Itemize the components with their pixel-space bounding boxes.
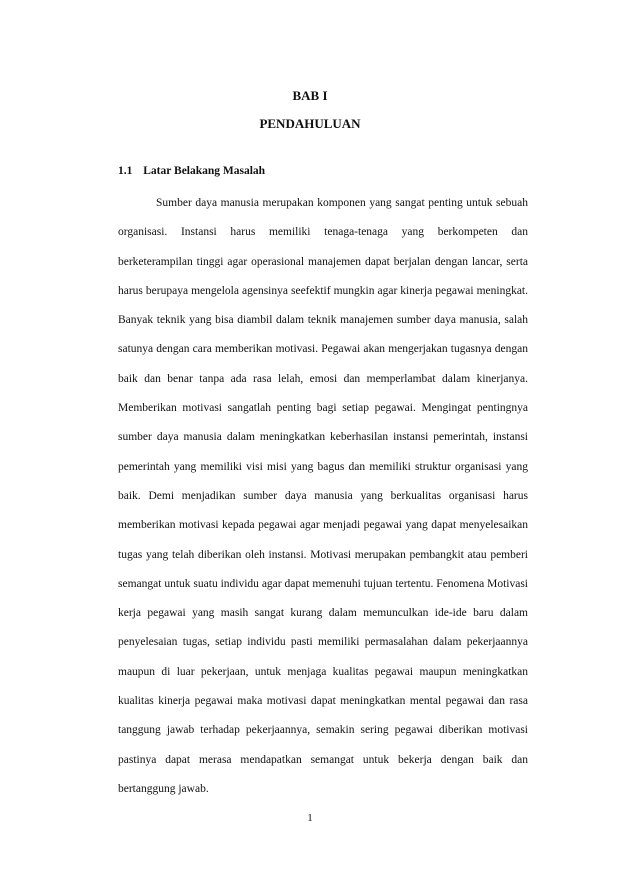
chapter-heading: BAB I — [292, 88, 328, 103]
section-number: 1.1 — [118, 165, 133, 177]
body-paragraph: Sumber daya manusia merupakan komponen yang sangat penting untuk sebuah organisasi. Instansi harus memiliki tenaga-tenaga yang berkompeten dan berketerampilan tinggi agar operasional manajemen dapat berjalan dengan lancar, serta harus berupaya mengelola agensinya seefektif mungkin agar kinerja pegawai meningkat. Banyak teknik yang bisa diambil dalam teknik manajemen sumber daya manusia, salah satunya dengan cara memberikan motivasi. Pegawai akan mengerjakan tugasnya dengan baik dan benar tanpa ada rasa lelah, emosi dan memperlambat dalam kinerjanya. Memberikan motivasi sangatlah penting bagi setiap pegawai. Mengingat pentingnya sumber daya manusia dalam meningkatkan keberhasilan instansi pemerintah, instansi pemerintah yang memiliki visi misi yang bagus dan memiliki struktur organisasi yang baik. Demi menjadikan sumber daya manusia yang berkualitas organisasi harus memberikan motivasi kepada pegawai agar menjadi pegawai yang dapat menyelesaikan tugas yang telah diberikan oleh instansi. Motivasi merupakan pembangkit atau pemberi semangat untuk suatu individu agar dapat memenuhi tujuan tertentu. Fenomena Motivasi kerja pegawai yang masih sangat kurang dalam memunculkan ide-ide baru dalam penyelesaian tugas, setiap individu pasti memiliki permasalahan dalam pekerjaannya maupun di luar pekerjaan, untuk menjaga kualitas pegawai maupun meningkatkan kualitas kinerja pegawai maka motivasi dapat meningkatkan mental pegawai dan rasa tanggung jawab terhadap pekerjaannya, semakin sering pegawai diberikan motivasi pastinya dapat merasa mendapatkan semangat untuk bekerja dengan baik dan bertanggung jawab. — [118, 197, 528, 795]
section-title: Latar Belakang Masalah — [143, 165, 266, 177]
page-number: 1 — [307, 812, 313, 824]
section-heading — [118, 165, 265, 177]
chapter-title: PENDAHULUAN — [259, 116, 361, 131]
